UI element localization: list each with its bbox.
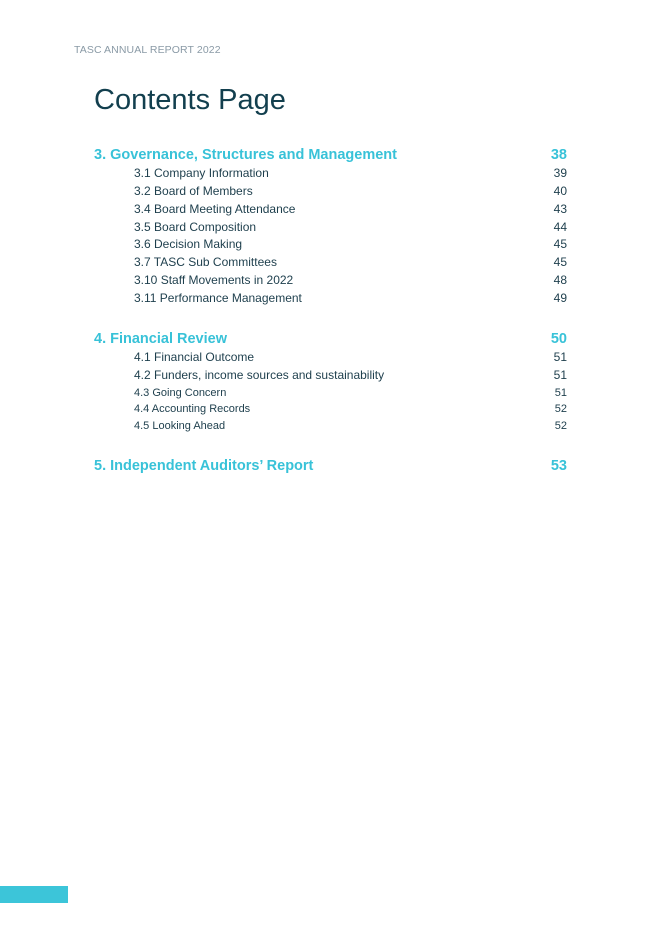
footer-accent-bar: [0, 886, 68, 903]
toc-item[interactable]: [94, 236, 567, 254]
toc-item-page: 44: [553, 219, 567, 234]
toc-item-page: 43: [553, 201, 567, 216]
toc-item[interactable]: [94, 219, 567, 237]
toc-item-label: 4.2 Funders, income sources and sustainability: [134, 367, 385, 382]
toc-item[interactable]: [94, 418, 567, 435]
toc-item-page: 51: [553, 350, 567, 364]
toc-item-label: 3.10 Staff Movements in 2022: [134, 273, 294, 288]
toc-item-page: 40: [553, 183, 567, 198]
toc-item-label: 3.11 Performance Management: [134, 290, 302, 305]
toc-item-page: 45: [553, 255, 567, 270]
section-title: 3. Governance, Structures and Management: [94, 147, 397, 163]
toc-item-label: 3.6 Decision Making: [134, 237, 243, 252]
section-page-number: 50: [550, 331, 567, 347]
toc-section-heading[interactable]: [94, 145, 567, 165]
toc-item-page: 45: [553, 237, 567, 252]
toc-item-label: 3.7 TASC Sub Committees: [134, 255, 277, 270]
toc-item-label: 4.5 Looking Ahead: [134, 420, 226, 433]
toc-item[interactable]: [94, 165, 567, 183]
page-title: Contents Page: [94, 84, 286, 116]
toc-item[interactable]: [94, 367, 567, 385]
toc-item-label: 3.5 Board Composition: [134, 219, 257, 234]
toc-section-financial-review: [94, 329, 567, 435]
toc-item[interactable]: [94, 349, 567, 367]
section-page-number: 53: [550, 458, 567, 474]
toc-section-heading[interactable]: [94, 456, 567, 476]
toc-item[interactable]: [94, 254, 567, 272]
toc-item[interactable]: [94, 183, 567, 201]
toc-item-page: 51: [553, 367, 567, 382]
section-title: 4. Financial Review: [94, 331, 227, 347]
toc-section-auditors-report: [94, 456, 567, 476]
toc-item[interactable]: [94, 272, 567, 290]
toc-item-page: 51: [554, 386, 567, 399]
toc-item[interactable]: [94, 401, 567, 418]
toc-item[interactable]: [94, 201, 567, 219]
toc-item-label: 3.1 Company Information: [134, 166, 269, 180]
report-header: TASC ANNUAL REPORT 2022: [74, 44, 221, 56]
toc-item-page: 39: [553, 166, 567, 180]
toc-item[interactable]: [94, 385, 567, 402]
toc-item[interactable]: [94, 290, 567, 308]
section-page-number: 38: [550, 147, 567, 163]
toc-item-label: 4.1 Financial Outcome: [134, 350, 255, 364]
toc-item-page: 49: [553, 290, 567, 305]
toc-item-page: 52: [554, 403, 567, 416]
toc-item-label: 4.4 Accounting Records: [134, 403, 251, 416]
toc-item-page: 52: [554, 420, 567, 433]
toc-section-heading[interactable]: [94, 329, 567, 349]
toc-item-label: 4.3 Going Concern: [134, 386, 227, 399]
toc-item-page: 48: [553, 273, 567, 288]
toc-section-governance: [94, 145, 567, 308]
section-title: 5. Independent Auditors’ Report: [94, 458, 314, 474]
toc-item-label: 3.2 Board of Members: [134, 183, 253, 198]
toc-item-label: 3.4 Board Meeting Attendance: [134, 201, 296, 216]
